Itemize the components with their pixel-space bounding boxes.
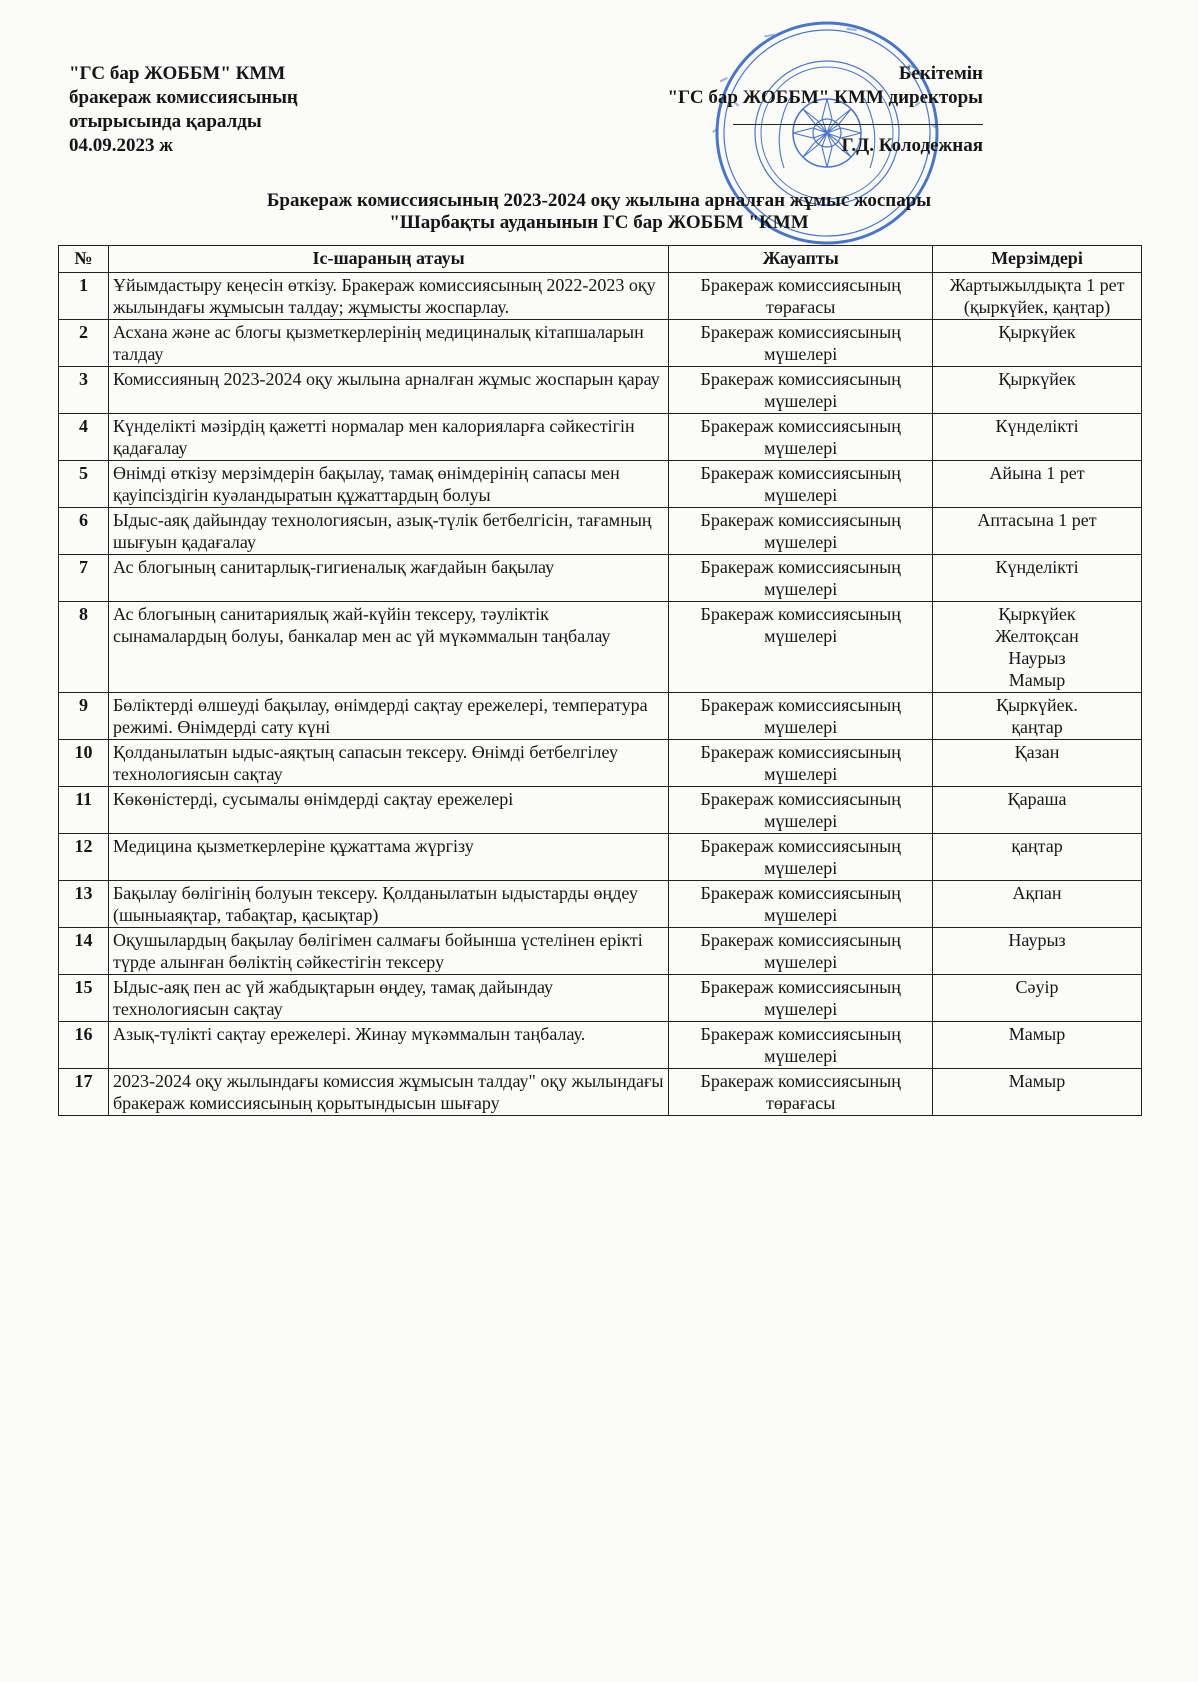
row-deadline <box>933 508 1142 555</box>
table-row <box>59 367 1142 414</box>
row-deadline <box>933 834 1142 881</box>
row-number: 13 <box>59 881 109 928</box>
approval-block <box>667 62 983 158</box>
row-activity: Бақылау бөлігінің болуын тексеру. Қолданылатын ыдыстарды өңдеу (шыныаяқтар, табақтар, қасықтар) <box>108 881 668 928</box>
deadline-line: Мамыр <box>1008 1071 1066 1091</box>
row-activity: Күнделікті мәзірдің қажетті нормалар мен калорияларға сәйкестігін қадағалау <box>108 414 668 461</box>
row-deadline <box>933 1069 1142 1116</box>
table-header-row <box>59 246 1142 273</box>
row-deadline <box>933 787 1142 834</box>
row-responsible: Бракераж комиссиясының мүшелері <box>669 740 933 787</box>
row-number: 6 <box>59 508 109 555</box>
deadline-line: Наурыз <box>1008 648 1066 668</box>
row-deadline <box>933 693 1142 740</box>
row-activity: Комиссияның 2023-2024 оқу жылына арналған жұмыс жоспарын қарау <box>108 367 668 414</box>
row-responsible: Бракераж комиссиясының мүшелері <box>669 975 933 1022</box>
deadline-line: Қараша <box>1007 789 1067 809</box>
row-responsible: Бракераж комиссиясының мүшелері <box>669 602 933 693</box>
row-deadline <box>933 881 1142 928</box>
table-row <box>59 881 1142 928</box>
row-deadline <box>933 602 1142 693</box>
row-deadline <box>933 975 1142 1022</box>
row-activity: Бөліктерді өлшеуді бақылау, өнімдерді сақтау ережелері, температура режимі. Өнімдерді сату күні <box>108 693 668 740</box>
row-deadline <box>933 414 1142 461</box>
row-responsible: Бракераж комиссиясының мүшелері <box>669 508 933 555</box>
row-responsible: Бракераж комиссиясының мүшелері <box>669 414 933 461</box>
deadline-line: Күнделікті <box>995 557 1079 577</box>
row-activity: Азық-түлікті сақтау ережелері. Жинау мүкәммалын таңбалау. <box>108 1022 668 1069</box>
row-number: 9 <box>59 693 109 740</box>
row-activity: Ыдыс-аяқ дайындау технологиясын, азық-түлік бетбелгісін, тағамның шығуын қадағалау <box>108 508 668 555</box>
row-responsible: Бракераж комиссиясының мүшелері <box>669 787 933 834</box>
header-activity: Іс-шараның атауы <box>108 246 668 273</box>
deadline-line: Айына 1 рет <box>989 463 1085 483</box>
row-activity: Оқушылардың бақылау бөлігімен салмағы бойынша үстелінен ерікті түрде алынған бөліктің сәйкестігін тексеру <box>108 928 668 975</box>
table-row <box>59 273 1142 320</box>
work-plan-table <box>58 245 1142 1116</box>
approval-position: "ГС бар ЖОББМ" КММ директоры <box>667 87 983 108</box>
deadline-line: Қыркүйек <box>998 322 1076 342</box>
table-row <box>59 461 1142 508</box>
row-deadline <box>933 461 1142 508</box>
table-body <box>59 273 1142 1116</box>
title-line-1: Бракераж комиссиясының 2023-2024 оқу жылына арналған жұмыс жоспары <box>266 190 932 211</box>
deadline-line: Сәуір <box>1015 977 1059 997</box>
deadline-line: Наурыз <box>1008 930 1066 950</box>
row-number: 2 <box>59 320 109 367</box>
deadline-line: Қазан <box>1014 742 1060 762</box>
deadline-line: Желтоқсан <box>995 626 1079 646</box>
row-responsible: Бракераж комиссиясының мүшелері <box>669 320 933 367</box>
table-row <box>59 693 1142 740</box>
table-row <box>59 975 1142 1022</box>
row-responsible: Бракераж комиссиясының мүшелері <box>669 881 933 928</box>
row-number: 15 <box>59 975 109 1022</box>
row-deadline <box>933 273 1142 320</box>
row-responsible: Бракераж комиссиясының төрағасы <box>669 1069 933 1116</box>
deadline-line: Мамыр <box>1008 1024 1066 1044</box>
row-activity: Өнімді өткізу мерзімдерін бақылау, тамақ өнімдерінің сапасы мен қауіпсіздігін куәландыратын құжаттардың болуы <box>108 461 668 508</box>
reviewed-commission: бракераж комиссиясының <box>69 87 298 108</box>
row-activity: 2023-2024 оқу жылындағы комиссия жұмысын талдау" оқу жылындағы бракераж комиссиясының қорытындысын шығару <box>108 1069 668 1116</box>
approver-name: Г.Д. Колодежная <box>841 135 983 156</box>
row-activity: Ұйымдастыру кеңесін өткізу. Бракераж комиссиясының 2022-2023 оқу жылындағы жұмысын талдау; жұмысты жоспарлау. <box>108 273 668 320</box>
signature-line <box>733 124 983 125</box>
reviewed-meeting: отырысында қаралды <box>69 111 262 132</box>
header-number: № <box>59 246 109 273</box>
table-row <box>59 508 1142 555</box>
table-row <box>59 928 1142 975</box>
row-number: 14 <box>59 928 109 975</box>
row-deadline <box>933 1022 1142 1069</box>
row-deadline <box>933 320 1142 367</box>
row-activity: Асхана және ас блогы қызметкерлерінің медициналық кітапшаларын талдау <box>108 320 668 367</box>
row-responsible: Бракераж комиссиясының мүшелері <box>669 1022 933 1069</box>
row-number: 4 <box>59 414 109 461</box>
row-number: 16 <box>59 1022 109 1069</box>
table-row <box>59 602 1142 693</box>
row-responsible: Бракераж комиссиясының төрағасы <box>669 273 933 320</box>
reviewed-date: 04.09.2023 ж <box>69 135 174 156</box>
header-deadline: Мерзімдері <box>933 246 1142 273</box>
row-deadline <box>933 555 1142 602</box>
row-number: 11 <box>59 787 109 834</box>
row-activity: Көкөністерді, сусымалы өнімдерді сақтау ережелері <box>108 787 668 834</box>
deadline-line: Қыркүйек. <box>996 695 1078 715</box>
table-row <box>59 740 1142 787</box>
table-row <box>59 414 1142 461</box>
row-responsible: Бракераж комиссиясының мүшелері <box>669 555 933 602</box>
table-row <box>59 834 1142 881</box>
table-row <box>59 1069 1142 1116</box>
reviewed-org: "ГС бар ЖОББМ" КММ <box>69 63 286 84</box>
reviewed-block <box>69 62 298 158</box>
row-responsible: Бракераж комиссиясының мүшелері <box>669 461 933 508</box>
approval-label: Бекітемін <box>898 63 983 84</box>
table-row <box>59 1022 1142 1069</box>
row-deadline <box>933 928 1142 975</box>
row-number: 8 <box>59 602 109 693</box>
document-title <box>0 190 1198 234</box>
row-number: 7 <box>59 555 109 602</box>
row-deadline <box>933 740 1142 787</box>
row-activity: Қолданылатын ыдыс-аяқтың сапасын тексеру. Өнімді бетбелгілеу технологиясын сақтау <box>108 740 668 787</box>
row-activity: Ас блогының санитариялық жай-күйін тексеру, тәуліктік сынамалардың болуы, банкалар мен ас үй мүкәммалын таңбалау <box>108 602 668 693</box>
deadline-line: Аптасына 1 рет <box>977 510 1097 530</box>
row-responsible: Бракераж комиссиясының мүшелері <box>669 834 933 881</box>
row-responsible: Бракераж комиссиясының мүшелері <box>669 693 933 740</box>
title-line-2: "Шарбақты ауданынын ГС бар ЖОББМ "КММ <box>389 212 809 233</box>
row-number: 1 <box>59 273 109 320</box>
deadline-line: Мамыр <box>1008 670 1066 690</box>
row-number: 10 <box>59 740 109 787</box>
row-activity: Ыдыс-аяқ пен ас үй жабдықтарын өңдеу, тамақ дайындау технологиясын сақтау <box>108 975 668 1022</box>
table-row <box>59 320 1142 367</box>
header-responsible: Жауапты <box>669 246 933 273</box>
deadline-line: қаңтар <box>1011 836 1063 856</box>
row-activity: Ас блогының санитарлық-гигиеналық жағдайын бақылау <box>108 555 668 602</box>
row-responsible: Бракераж комиссиясының мүшелері <box>669 928 933 975</box>
deadline-line: қаңтар <box>1011 717 1063 737</box>
row-responsible: Бракераж комиссиясының мүшелері <box>669 367 933 414</box>
table-row <box>59 787 1142 834</box>
deadline-line: Қыркүйек <box>998 604 1076 624</box>
row-activity: Медицина қызметкерлеріне құжаттама жүргізу <box>108 834 668 881</box>
deadline-line: Жартыжылдықта 1 рет (қыркүйек, қаңтар) <box>949 275 1125 317</box>
row-number: 17 <box>59 1069 109 1116</box>
table-row <box>59 555 1142 602</box>
row-deadline <box>933 367 1142 414</box>
deadline-line: Күнделікті <box>995 416 1079 436</box>
deadline-line: Ақпан <box>1012 883 1062 903</box>
row-number: 5 <box>59 461 109 508</box>
row-number: 12 <box>59 834 109 881</box>
row-number: 3 <box>59 367 109 414</box>
deadline-line: Қыркүйек <box>998 369 1076 389</box>
